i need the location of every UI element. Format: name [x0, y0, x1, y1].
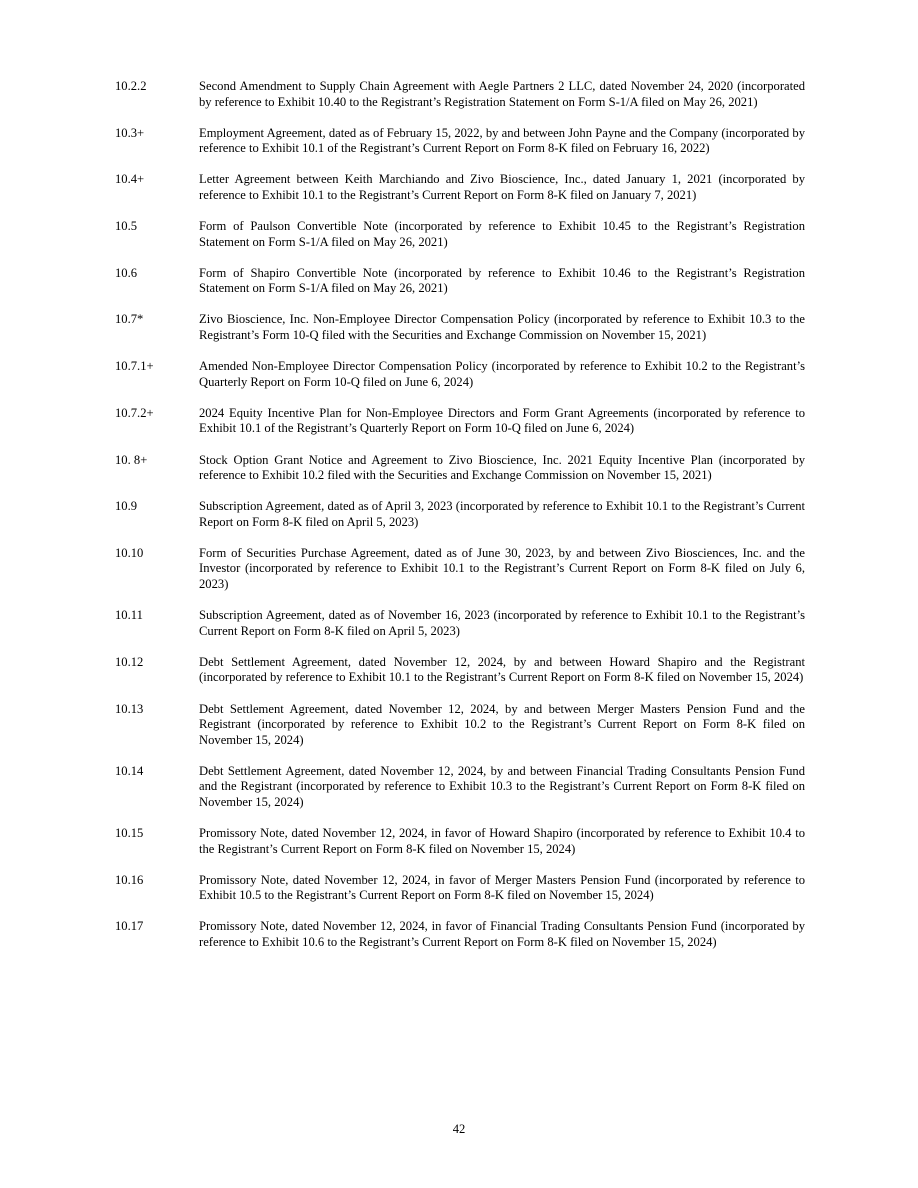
exhibit-number: 10.12	[115, 654, 144, 669]
exhibit-row	[115, 919, 805, 950]
exhibit-row	[115, 499, 805, 530]
exhibit-row	[115, 406, 805, 437]
exhibit-row	[115, 219, 805, 250]
exhibit-number: 10.7.2+	[115, 405, 154, 420]
exhibit-description: Second Amendment to Supply Chain Agreement with Aegle Partners 2 LLC, dated November 24, 2020 (incorporated by reference to Exhibit 10.40 to the Registrant’s Registration Statement on Form S-1/A filed on May 26, 2021)	[199, 79, 805, 109]
exhibit-number: 10.7*	[115, 312, 144, 327]
exhibit-description: Stock Option Grant Notice and Agreement to Zivo Bioscience, Inc. 2021 Equity Incentive Plan (incorporated by reference to Exhibit 10.2 filed with the Securities and Exchange Commission on November 15, 2021)	[199, 452, 805, 483]
exhibit-description: Subscription Agreement, dated as of April 3, 2023 (incorporated by reference to Exhibit 10.1 to the Registrant’s Current Report on Form 8-K filed on April 5, 2023)	[199, 499, 805, 529]
exhibit-number: 10.6	[115, 265, 138, 280]
exhibit-description: Amended Non-Employee Director Compensation Policy (incorporated by reference to Exhibit 10.2 to the Registrant’s Quarterly Report on Form 10-Q filed on June 6, 2024)	[199, 359, 805, 389]
exhibit-description: Debt Settlement Agreement, dated November 12, 2024, by and between Merger Masters Pension Fund and the Registrant (incorporated by reference to Exhibit 10.2 to the Registrant’s Current Report on Form 8-K filed on November 15, 2024)	[199, 701, 805, 747]
exhibit-row	[115, 172, 805, 203]
exhibit-number: 10.14	[115, 763, 144, 778]
exhibit-row	[115, 312, 805, 343]
exhibit-description: Promissory Note, dated November 12, 2024, in favor of Financial Trading Consultants Pension Fund (incorporated by reference to Exhibit 10.6 to the Registrant’s Current Report on Form 8-K filed on November 15, 2024)	[199, 919, 805, 950]
exhibit-row	[115, 826, 805, 857]
exhibit-description: Subscription Agreement, dated as of November 16, 2023 (incorporated by reference to Exhibit 10.1 to the Registrant’s Current Report on Form 8-K filed on April 5, 2023)	[199, 608, 805, 638]
exhibit-row	[115, 546, 805, 593]
exhibit-description: Promissory Note, dated November 12, 2024, in favor of Howard Shapiro (incorporated by reference to Exhibit 10.4 to the Registrant’s Current Report on Form 8-K filed on November 15, 2024)	[199, 826, 805, 856]
exhibit-number: 10.2.2	[115, 79, 147, 93]
exhibit-list	[115, 79, 805, 966]
exhibit-description: Debt Settlement Agreement, dated November 12, 2024, by and between Howard Shapiro and the Registrant (incorporated by reference to Exhibit 10.1 to the Registrant’s Current Report on Form 8-K filed on November 15, 2024)	[199, 654, 805, 685]
exhibit-description: Form of Securities Purchase Agreement, dated as of June 30, 2023, by and between Zivo Biosciences, Inc. and the Investor (incorporated by reference to Exhibit 10.1 to the Registrant’s Current Report on Form 8-K filed on July 6, 2023)	[199, 545, 805, 592]
exhibit-number: 10.16	[115, 872, 144, 887]
exhibit-number: 10.15	[115, 826, 144, 841]
exhibit-row	[115, 702, 805, 749]
exhibit-number: 10. 8+	[115, 452, 148, 467]
page-number: 42	[452, 1122, 466, 1136]
exhibit-row	[115, 126, 805, 157]
exhibit-row	[115, 608, 805, 639]
exhibit-row	[115, 79, 805, 110]
exhibit-row	[115, 453, 805, 484]
exhibit-number: 10.7.1+	[115, 359, 154, 374]
exhibit-description: Form of Shapiro Convertible Note (incorporated by reference to Exhibit 10.46 to the Registrant’s Registration Statement on Form S-1/A filed on May 26, 2021)	[199, 265, 805, 296]
exhibit-description: Letter Agreement between Keith Marchiando and Zivo Bioscience, Inc., dated January 1, 2021 (incorporated by reference to Exhibit 10.1 to the Registrant’s Current Report on Form 8-K filed on January 7, 2021)	[199, 172, 805, 202]
exhibit-row	[115, 764, 805, 811]
exhibit-number: 10.4+	[115, 172, 145, 187]
exhibit-number: 10.17	[115, 919, 144, 934]
exhibit-number: 10.13	[115, 701, 144, 716]
exhibit-number: 10.10	[115, 545, 144, 560]
exhibit-description: Debt Settlement Agreement, dated November 12, 2024, by and between Financial Trading Consultants Pension Fund and the Registrant (incorporated by reference to Exhibit 10.3 to the Registrant’s Current Report on Form 8-K filed on November 15, 2024)	[199, 763, 805, 809]
exhibit-row	[115, 873, 805, 904]
exhibit-description: Promissory Note, dated November 12, 2024, in favor of Merger Masters Pension Fund (incorporated by reference to Exhibit 10.5 to the Registrant’s Current Report on Form 8-K filed on November 15, 2024)	[199, 872, 805, 903]
exhibit-number: 10.5	[115, 219, 138, 234]
exhibit-row	[115, 359, 805, 390]
exhibit-number: 10.11	[115, 608, 143, 623]
exhibit-description: 2024 Equity Incentive Plan for Non-Employee Directors and Form Grant Agreements (incorporated by reference to Exhibit 10.1 of the Registrant’s Quarterly Report on Form 10-Q filed on June 6, 2024)	[199, 405, 805, 436]
exhibit-row	[115, 266, 805, 297]
exhibit-description: Form of Paulson Convertible Note (incorporated by reference to Exhibit 10.45 to the Registrant’s Registration Statement on Form S-1/A filed on May 26, 2021)	[199, 219, 805, 249]
exhibit-number: 10.9	[115, 499, 138, 514]
exhibit-description: Employment Agreement, dated as of February 15, 2022, by and between John Payne and the Company (incorporated by reference to Exhibit 10.1 of the Registrant’s Current Report on Form 8-K filed on February 16, 2022)	[199, 125, 805, 156]
exhibit-number: 10.3+	[115, 125, 145, 140]
exhibit-row	[115, 655, 805, 686]
exhibit-description: Zivo Bioscience, Inc. Non-Employee Director Compensation Policy (incorporated by reference to Exhibit 10.3 to the Registrant’s Form 10-Q filed with the Securities and Exchange Commission on November 15, 2021)	[199, 312, 805, 343]
